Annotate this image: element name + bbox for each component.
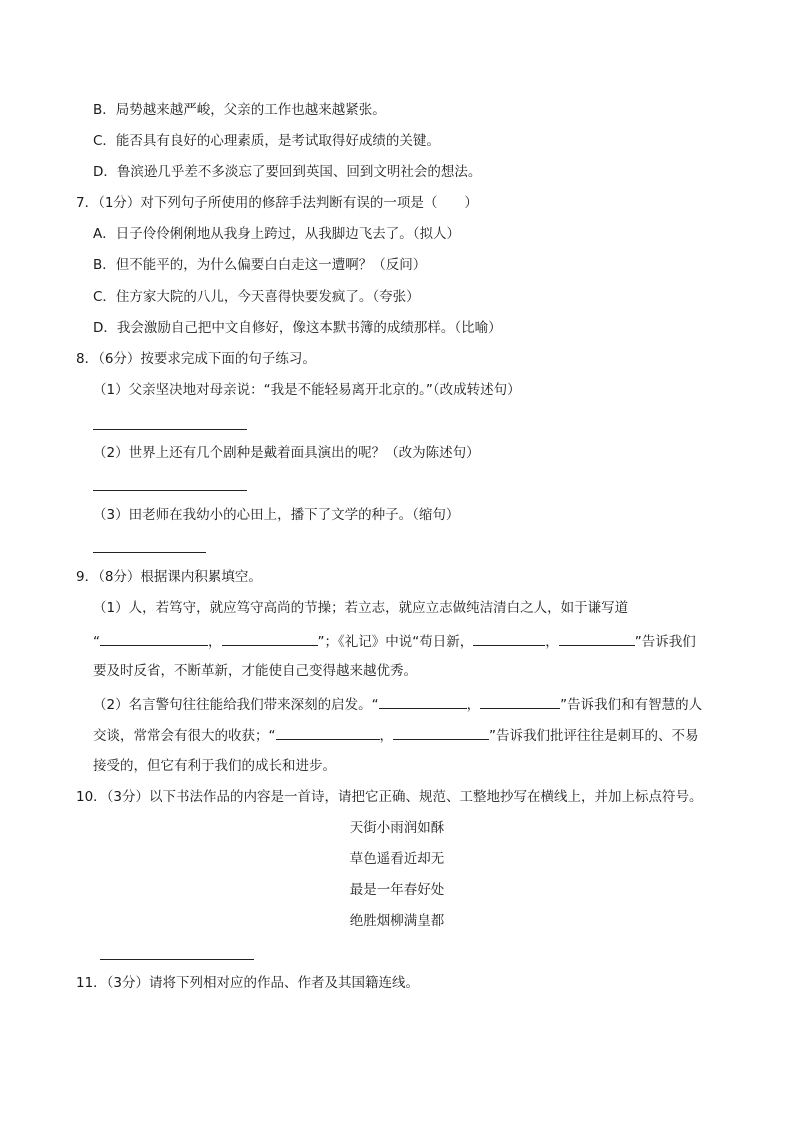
q9-blank-5[interactable]: [379, 693, 467, 709]
q9-p1-line3: 要及时反省，不断革新，才能使自己变得越来越优秀。: [93, 663, 417, 679]
q8-sentence-3: （3）田老师在我幼小的心田上，播下了文学的种子。（缩句）: [93, 507, 460, 523]
poem-line-4: 绝胜烟柳满皇都: [349, 913, 445, 929]
q9-blank-8[interactable]: [393, 724, 489, 740]
q10-answer-line[interactable]: [100, 959, 254, 960]
q9-p1-comma-1: ，: [208, 634, 222, 650]
q9-p2-line1: [93, 693, 702, 715]
option-c-prev: C．能否具有良好的心理素质，是考试取得好成绩的关键。: [93, 133, 440, 149]
q9-p2-intro: （2）名言警句往往能给我们带来深刻的启发。“: [93, 697, 379, 713]
q9-stem: 9．（8分）根据课内积累填空。: [76, 569, 262, 585]
q9-p1-open-quote: “: [93, 634, 100, 650]
q9-p2-talk: 交谈，常常会有很大的收获；“: [93, 728, 276, 744]
q8-sentence-1: （1）父亲坚决地对母亲说：“我是不能轻易离开北京的。”（改成转述句）: [93, 382, 521, 398]
q9-p1-line1: （1）人，若笃守，就应笃守高尚的节操；若立志，就应立志做纯洁清白之人，如于谦写道: [93, 600, 629, 616]
q9-p2-line3: 接受的，但它有利于我们的成长和进步。: [93, 758, 336, 774]
q7-stem: 7．（1分）对下列句子所使用的修辞手法判断有误的一项是（ ）: [76, 195, 478, 211]
q9-blank-6[interactable]: [480, 693, 560, 709]
q9-p1-comma-2: ，: [545, 634, 559, 650]
q9-p1-liji: ”；《礼记》中说“苟日新，: [317, 634, 474, 650]
q9-blank-1[interactable]: [100, 630, 208, 646]
q9-p2-tell-2: ”告诉我们批评往往是刺耳的、不易: [489, 728, 699, 744]
q9-p2-comma-1: ，: [466, 697, 481, 713]
q9-p1-tell: ”告诉我们: [634, 634, 696, 650]
q11-stem: 11．（3分）请将下列相对应的作品、作者及其国籍连线。: [76, 975, 420, 991]
q8-answer-line-2[interactable]: [93, 490, 247, 491]
q9-p2-comma-2: ，: [379, 728, 393, 744]
q7-option-c: C．住方家大院的八儿，今天喜得快要发疯了。（夸张）: [93, 289, 420, 305]
q10-stem: 10．（3分）以下书法作品的内容是一首诗，请把它正确、规范、工整地抄写在横线上，并加上标点符号。: [76, 789, 703, 805]
q7-option-a: A．日子伶伶俐俐地从我身上跨过，从我脚边飞去了。（拟人）: [93, 226, 460, 242]
option-b-prev: B．局势越来越严峻，父亲的工作也越来越紧张。: [93, 102, 386, 118]
option-d-prev: D．鲁滨逊几乎差不多淡忘了要回到英国、回到文明社会的想法。: [93, 164, 482, 180]
q9-p2-tell-1: ”告诉我们和有智慧的人: [560, 697, 703, 713]
poem-line-2: 草色遥看近却无: [349, 851, 445, 867]
poem-line-1: 天街小雨润如酥: [349, 820, 445, 836]
q9-blank-4[interactable]: [559, 630, 635, 646]
q8-stem: 8．（6分）按要求完成下面的句子练习。: [76, 351, 316, 367]
q8-sentence-2: （2）世界上还有几个剧种是戴着面具演出的呢？（改为陈述句）: [93, 445, 480, 461]
q9-blank-7[interactable]: [276, 724, 380, 740]
q9-blank-3[interactable]: [473, 630, 545, 646]
q7-option-b: B．但不能平的，为什么偏要白白走这一遭啊？（反问）: [93, 257, 427, 273]
q8-answer-line-3[interactable]: [93, 552, 206, 553]
q9-blank-2[interactable]: [222, 630, 318, 646]
q8-answer-line-1[interactable]: [93, 429, 247, 430]
q7-option-d: D．我会激励自己把中文自修好，像这本默书簿的成绩那样。（比喻）: [93, 320, 502, 336]
poem-line-3: 最是一年春好处: [349, 882, 445, 898]
q9-p1-line2: [93, 630, 696, 652]
q9-p2-line2: [93, 724, 699, 746]
